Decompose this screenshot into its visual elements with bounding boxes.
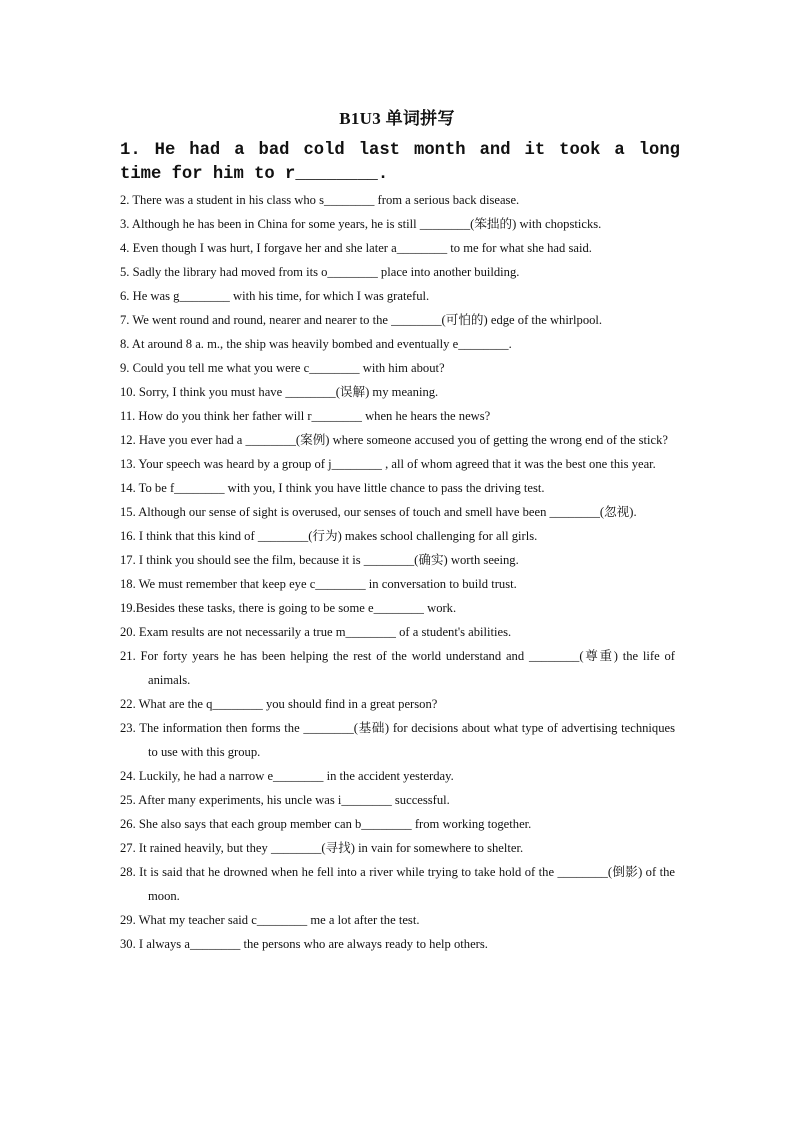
question-item: 23. The information then forms the ________(基础) for decisions about what type of advertising techniques to use with this group. [120,721,679,759]
question-item: 30. I always a________ the persons who are always ready to help others. [120,937,488,951]
question-item: 27. It rained heavily, but they ________(寻找) in vain for somewhere to shelter. [120,841,524,855]
question-item: 22. What are the q________ you should find in a great person? [120,697,438,711]
question-item: 18. We must remember that keep eye c________ in conversation to build trust. [120,577,517,591]
question-item: 10. Sorry, I think you must have ________(误解) my meaning. [120,385,439,399]
question-item: 12. Have you ever had a ________(案例) where someone accused you of getting the wrong end of the stick? [120,433,669,447]
question-item: 25. After many experiments, his uncle was i________ successful. [120,793,450,807]
question-item: 16. I think that this kind of ________(行为) makes school challenging for all girls. [120,529,538,543]
question-item: 9. Could you tell me what you were c________ with him about? [120,361,445,375]
question-item: 6. He was g________ with his time, for which I was grateful. [120,289,430,303]
question-item: 24. Luckily, he had a narrow e________ in the accident yesterday. [120,769,454,783]
question-item: 11. How do you think her father will r________ when he hears the news? [120,409,491,423]
question-list [120,188,679,956]
question-item: 7. We went round and round, nearer and nearer to the ________(可怕的) edge of the whirlpool. [120,313,603,327]
question-item: 28. It is said that he drowned when he fell into a river while trying to take hold of the ________(倒影) of the moon. [120,865,679,903]
page-title: B1U3 单词拼写 [339,109,455,128]
question-1: 1. He had a bad cold last month and it took a long time for him to r________. [120,141,680,184]
question-item: 13. Your speech was heard by a group of j________ , all of whom agreed that it was the best one this year. [120,457,656,471]
question-item: 17. I think you should see the film, because it is ________(确实) worth seeing. [120,553,519,567]
question-item: 8. At around 8 a. m., the ship was heavily bombed and eventually e________. [120,337,512,351]
question-item: 2. There was a student in his class who s________ from a serious back disease. [120,193,520,207]
question-item: 26. She also says that each group member can b________ from working together. [120,817,532,831]
question-item: 14. To be f________ with you, I think you have little chance to pass the driving test. [120,481,545,495]
question-item: 5. Sadly the library had moved from its o________ place into another building. [120,265,520,279]
question-item: 15. Although our sense of sight is overused, our senses of touch and smell have been ________(忽视). [120,505,637,519]
question-item: 21. For forty years he has been helping the rest of the world understand and ________(尊重) the life of animals. [120,649,679,687]
question-item: 29. What my teacher said c________ me a lot after the test. [120,913,420,927]
question-item: 20. Exam results are not necessarily a true m________ of a student's abilities. [120,625,512,639]
question-item: 19.Besides these tasks, there is going to be some e________ work. [120,601,457,615]
question-item: 3. Although he has been in China for some years, he is still ________(笨拙的) with chopsticks. [120,217,602,231]
question-item: 4. Even though I was hurt, I forgave her and she later a________ to me for what she had said. [120,241,592,255]
